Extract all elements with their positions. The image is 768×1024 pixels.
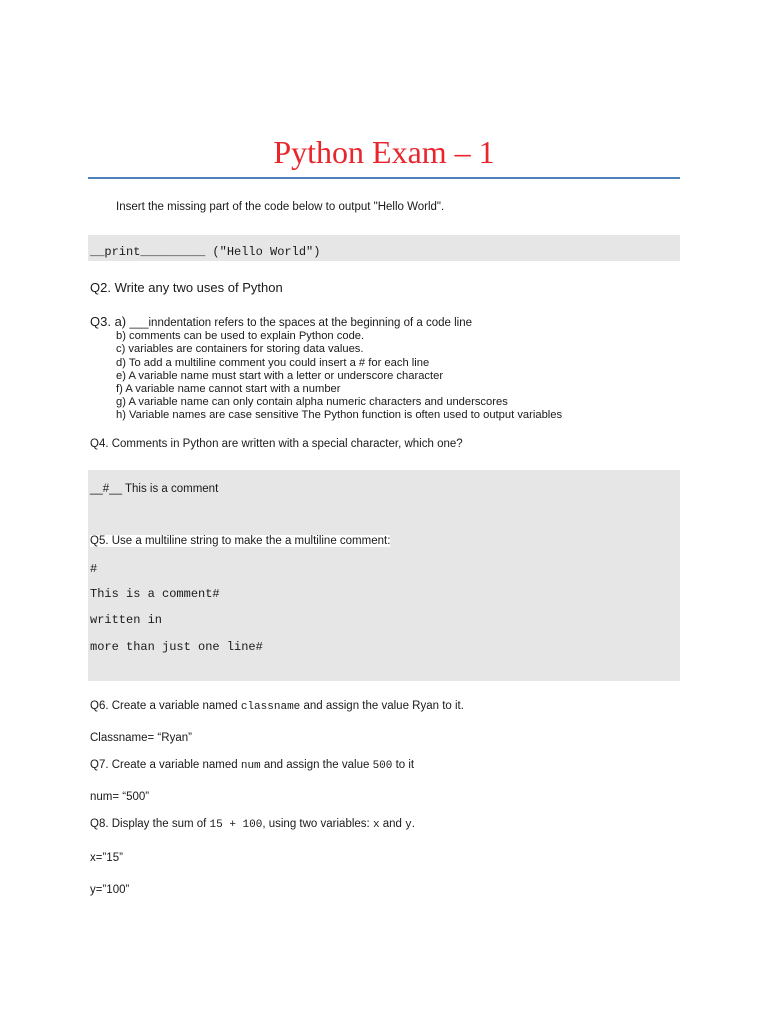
question-3-item-a-text: ___inndentation refers to the spaces at the beginning of a code line (126, 317, 473, 329)
question-4-answer: __#__ This is a comment (90, 483, 219, 495)
question-8-text-start: Q8. Display the sum of (90, 818, 210, 830)
question-8-answer-y: y=”100” (90, 884, 130, 896)
question-3-item-a (90, 315, 562, 330)
question-7 (90, 759, 414, 772)
question-3-item-f: f) A variable name cannot start with a number (116, 383, 341, 396)
question-7-text-start: Q7. Create a variable named (90, 759, 241, 771)
question-3-item-b: b) comments can be used to explain Python code. (116, 330, 365, 343)
question-6-text-end: and assign the value Ryan to it. (300, 700, 464, 712)
question-8-code-sum: 15 + 100 (209, 819, 263, 831)
question-2: Q2. Write any two uses of Python (90, 280, 283, 295)
question-3 (90, 315, 562, 423)
question-5-code-line-2: This is a comment# (90, 587, 220, 601)
question-3-item-g: g) A variable name can only contain alpha numeric characters and underscores (116, 396, 508, 409)
question-5-text: Q5. Use a multiline string to make the a multiline comment: (90, 535, 391, 547)
question-6-answer: Classname= “Ryan” (90, 732, 192, 744)
question-4: Q4. Comments in Python are written with a special character, which one? (90, 438, 463, 450)
question-8 (90, 818, 415, 831)
question-6-code: classname (240, 701, 301, 713)
question-8-answer-x: x=”15” (90, 852, 123, 864)
question-8-code-y: y (405, 819, 412, 831)
question-5-code-line-1: # (90, 562, 98, 576)
question-6-text-start: Q6. Create a variable named (90, 700, 241, 712)
title-divider (88, 177, 680, 179)
question-8-text-end: . (411, 818, 415, 830)
page-title: Python Exam – 1 (273, 134, 495, 170)
question-6 (90, 700, 464, 713)
question-7-text-end: to it (392, 759, 415, 771)
question-7-text-mid: and assign the value (260, 759, 373, 771)
question-8-text-and: and (379, 818, 406, 830)
intro-text: Insert the missing part of the code below to output "Hello World". (116, 201, 445, 213)
question-3-item-e: e) A variable name must start with a letter or underscore character (116, 369, 444, 382)
question-5 (90, 535, 390, 547)
question-5-code-line-3: written in (90, 613, 163, 627)
question-5-code-line-4: more than just one line# (90, 640, 263, 654)
code-line-print: __print_________ ("Hello World") (90, 245, 321, 259)
question-7-answer: num= “500” (90, 791, 150, 803)
question-3-item-d: d) To add a multiline comment you could insert a # for each line (116, 356, 430, 369)
question-3-item-h: h) Variable names are case sensitive The Python function is often used to output variables (116, 409, 563, 422)
question-8-code-x: x (372, 819, 380, 831)
question-3-lead: Q3. a) (90, 314, 127, 329)
question-3-item-c: c) variables are containers for storing data values. (116, 343, 364, 356)
question-7-code-value: 500 (372, 760, 393, 772)
question-8-text-mid: , using two variables: (262, 818, 373, 830)
question-7-code-num: num (240, 760, 261, 772)
